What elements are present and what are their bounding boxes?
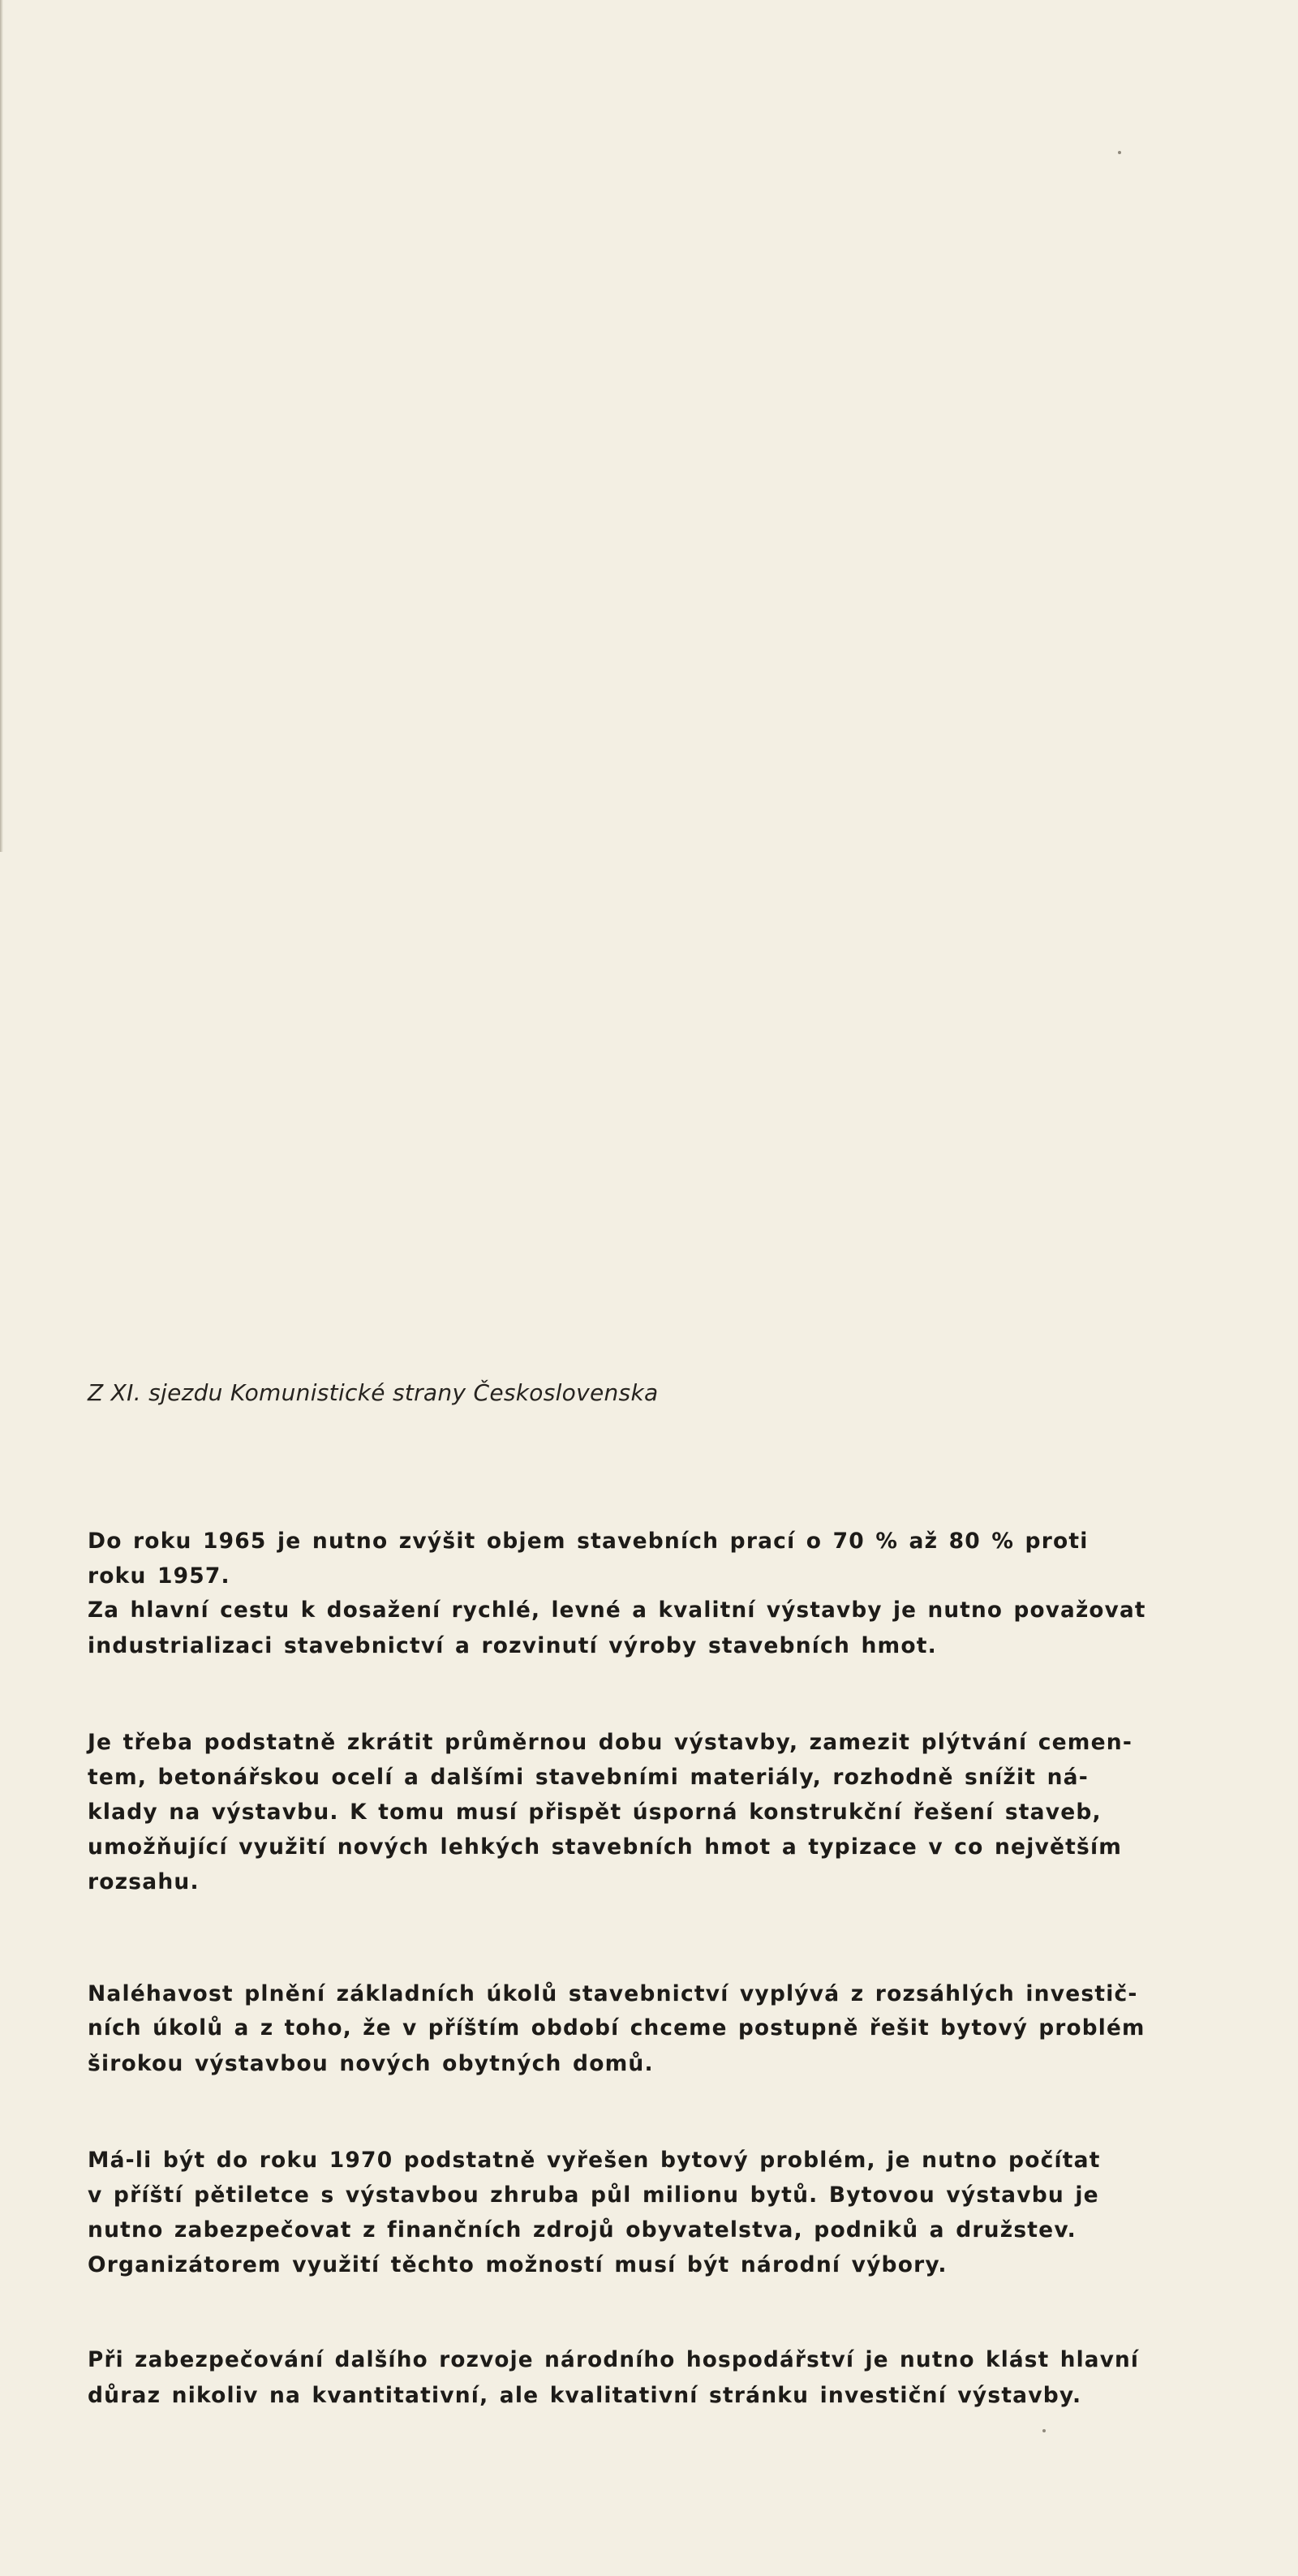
paragraph-3	[88, 1976, 1146, 2081]
text-line: umožňující využití nových lehkých stavebních hmot a typizace v co největším	[88, 1834, 1123, 1860]
paper-speck	[1042, 2429, 1046, 2432]
text-line: Naléhavost plnění základních úkolů stavebnictví vyplývá z rozsáhlých investič-	[88, 1981, 1138, 2006]
paragraph-5	[88, 2343, 1146, 2413]
paragraph-1	[88, 1524, 1146, 1663]
page-edge-shadow	[0, 0, 3, 852]
text-line: Organizátorem využití těchto možností musí být národní výbory.	[88, 2252, 948, 2277]
text-line: Má-li být do roku 1970 podstatně vyřešen bytový problém, je nutno počítat	[88, 2148, 1101, 2173]
text-line: roku 1957.	[88, 1563, 230, 1589]
text-line: rozsahu.	[88, 1869, 200, 1894]
text-line: Za hlavní cestu k dosažení rychlé, levné a kvalitní výstavby je nutno považovat	[88, 1598, 1146, 1623]
text-line: Do roku 1965 je nutno zvýšit objem stavebních prací o 70 % až 80 % proti	[88, 1529, 1089, 1554]
text-line: klady na výstavbu. K tomu musí přispět úsporná konstrukční řešení staveb,	[88, 1800, 1102, 1825]
paragraph-2	[88, 1725, 1146, 1899]
text-line: důraz nikoliv na kvantitativní, ale kvalitativní stránku investiční výstavby.	[88, 2383, 1082, 2408]
text-line: Při zabezpečování dalšího rozvoje národního hospodářství je nutno klást hlavní	[88, 2348, 1140, 2372]
paper-speck	[1118, 151, 1121, 154]
text-line: širokou výstavbou nových obytných domů.	[88, 2051, 654, 2076]
text-line: Je třeba podstatně zkrátit průměrnou dobu výstavby, zamezit plýtvání cemen-	[88, 1730, 1133, 1755]
text-line: v příští pětiletce s výstavbou zhruba půl milionu bytů. Bytovou výstavbu je	[88, 2183, 1099, 2208]
text-line: tem, betonářskou ocelí a dalšími stavebními materiály, rozhodně snížit ná-	[88, 1765, 1089, 1790]
paragraph-4	[88, 2143, 1146, 2282]
text-line: industrializaci stavebnictví a rozvinutí výroby stavebních hmot.	[88, 1633, 937, 1658]
text-line: nutno zabezpečovat z finančních zdrojů obyvatelstva, podniků a družstev.	[88, 2217, 1077, 2243]
text-line: ních úkolů a z toho, že v příštím období chceme postupně řešit bytový problém	[88, 2016, 1145, 2041]
document-heading: Z XI. sjezdu Komunistické strany Československa	[88, 1379, 659, 1406]
